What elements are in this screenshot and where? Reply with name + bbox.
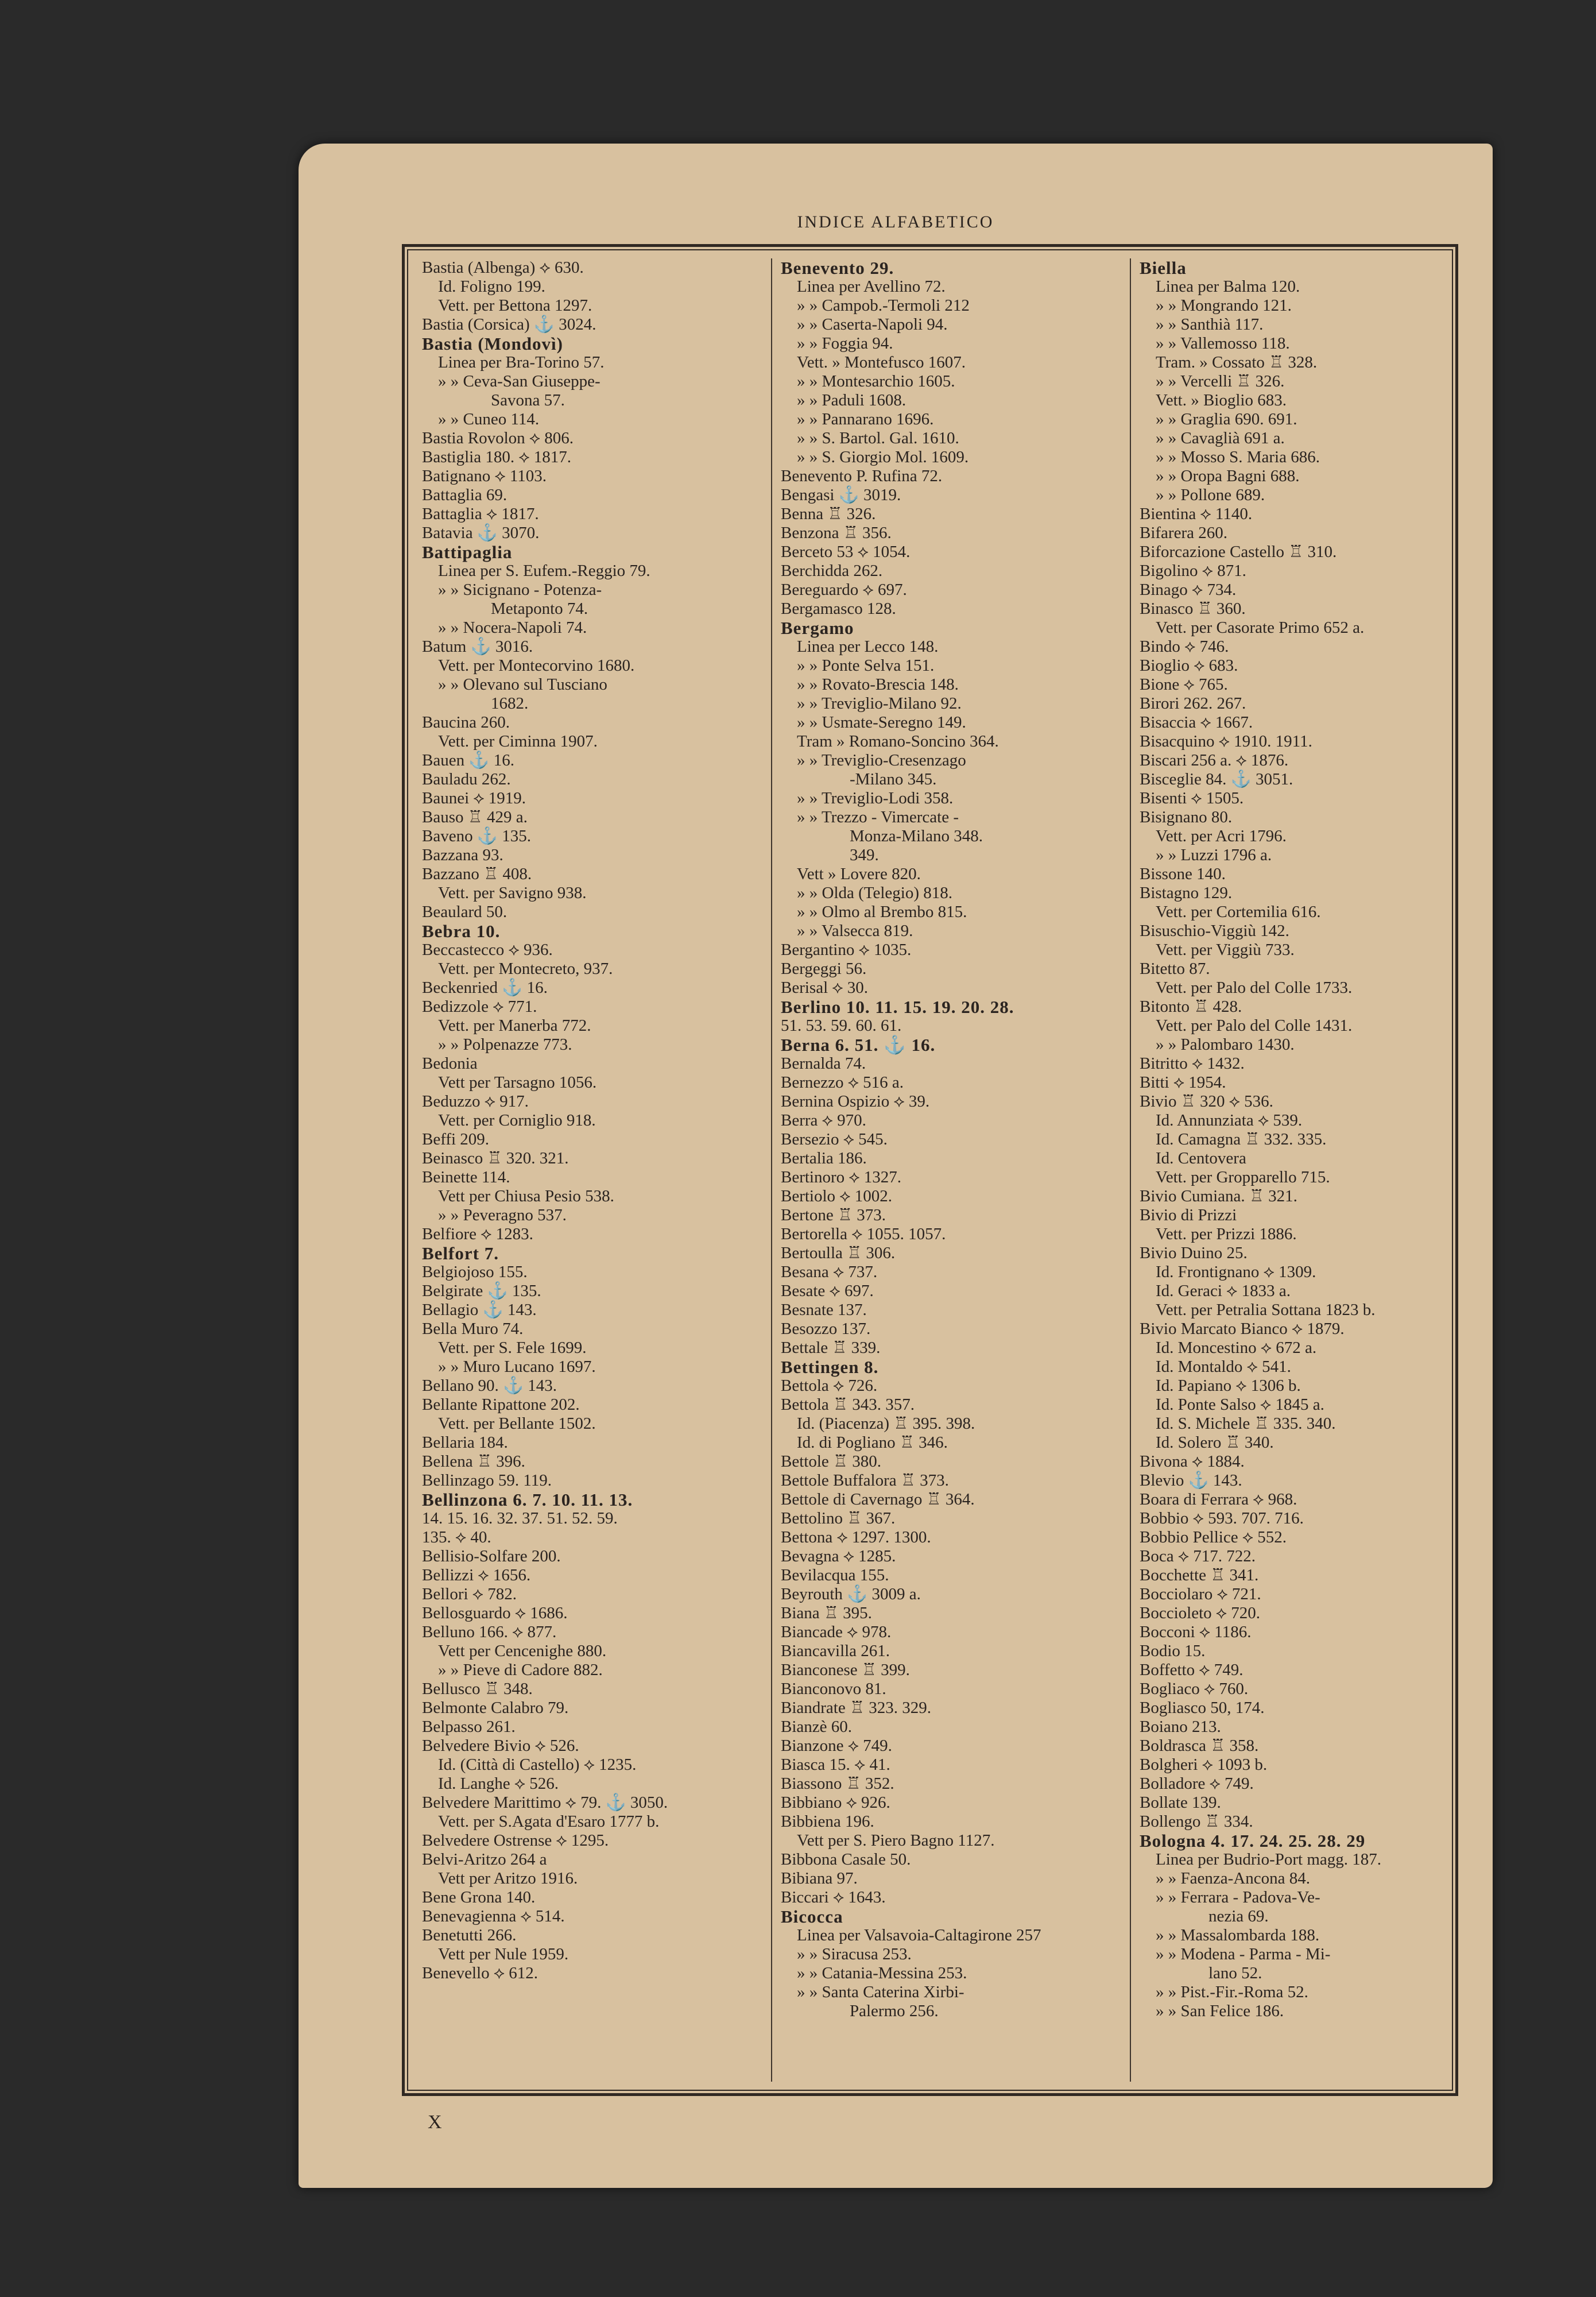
index-entry: Linea per S. Eufem.-Reggio 79.: [438, 562, 650, 580]
index-entry: Baunei ⟡ 1919.: [422, 789, 526, 807]
index-entry: Vett. per Petralia Sottana 1823 b.: [1156, 1301, 1376, 1319]
index-entry: » » Nocera-Napoli 74.: [438, 618, 587, 637]
index-entry: » » Rovato-Brescia 148.: [797, 675, 959, 694]
index-entry: » » Peveragno 537.: [438, 1206, 567, 1224]
index-entry: Bogliaco ⟡ 760.: [1140, 1680, 1249, 1698]
index-entry: Bergeggi 56.: [781, 960, 867, 978]
index-entry: Bisuschio-Viggiù 142.: [1140, 922, 1289, 940]
index-entry: Bernina Ospizio ⟡ 39.: [781, 1092, 930, 1111]
index-entry: Linea per Valsavoia-Caltagirone 257: [797, 1926, 1041, 1944]
index-entry: Beduzzo ⟡ 917.: [422, 1092, 529, 1111]
index-page: [299, 144, 1493, 2188]
index-entry: Beinasco ♖ 320. 321.: [422, 1149, 569, 1167]
index-entry: Bettole di Cavernago ♖ 364.: [781, 1490, 975, 1509]
index-entry: Bodio 15.: [1140, 1642, 1206, 1660]
index-entry: Id. Montaldo ⟡ 541.: [1156, 1358, 1291, 1376]
index-entry: Birori 262. 267.: [1140, 694, 1246, 713]
index-entry: Belluno 166. ⟡ 877.: [422, 1623, 557, 1641]
index-entry: Bettale ♖ 339.: [781, 1339, 881, 1357]
index-entry: Bauladu 262.: [422, 770, 511, 788]
index-entry: Biscari 256 a. ⟡ 1876.: [1140, 751, 1289, 769]
index-entry: Batavia ⚓ 3070.: [422, 524, 540, 542]
column-divider: [1130, 258, 1131, 2082]
index-entry: Bettole ♖ 380.: [781, 1452, 882, 1471]
index-entry: Bientina ⟡ 1140.: [1140, 505, 1253, 523]
index-entry: » » Catania-Messina 253.: [797, 1964, 967, 1982]
index-entry: Boiano 213.: [1140, 1718, 1221, 1736]
index-entry: » » Montesarchio 1605.: [797, 372, 955, 390]
index-entry: -Milano 345.: [850, 770, 937, 788]
index-entry: Biccari ⟡ 1643.: [781, 1888, 886, 1907]
index-entry: » » Paduli 1608.: [797, 391, 907, 409]
index-entry: Bobbio Pellice ⟡ 552.: [1140, 1528, 1287, 1546]
index-entry: Biasca 15. ⟡ 41.: [781, 1755, 890, 1774]
index-entry: Vett. per Prizzi 1886.: [1156, 1225, 1297, 1243]
index-entry: Belgiojoso 155.: [422, 1263, 528, 1281]
index-entry: Bernalda 74.: [781, 1054, 866, 1073]
page-folio: X: [428, 2112, 442, 2133]
index-entry: Bibbiano ⟡ 926.: [781, 1793, 890, 1812]
index-entry: Bocchette ♖ 341.: [1140, 1566, 1259, 1584]
index-entry: » » Modena - Parma - Mi-: [1156, 1945, 1331, 1963]
index-entry: lano 52.: [1208, 1964, 1262, 1982]
index-entry: Vett. per Viggiù 733.: [1156, 941, 1295, 959]
index-entry: Benevagienna ⟡ 514.: [422, 1907, 565, 1925]
index-entry: » » Mongrando 121.: [1156, 296, 1292, 315]
index-entry: Beaulard 50.: [422, 903, 508, 921]
index-entry: » » Siracusa 253.: [797, 1945, 912, 1963]
index-entry: Beccastecco ⟡ 936.: [422, 941, 553, 959]
index-entry: Bollengo ♖ 334.: [1140, 1812, 1253, 1831]
index-heading: Bellinzona 6. 7. 10. 11. 13.: [422, 1490, 633, 1510]
index-entry: » » Oropa Bagni 688.: [1156, 467, 1300, 485]
index-entry: Tram » Romano-Soncino 364.: [797, 732, 999, 751]
index-entry: Bedonia: [422, 1054, 478, 1073]
index-entry: Bergamasco 128.: [781, 600, 896, 618]
index-entry: Bellusco ♖ 348.: [422, 1680, 533, 1698]
index-heading: Bettingen 8.: [781, 1357, 879, 1377]
index-entry: Bevilacqua 155.: [781, 1566, 889, 1584]
index-entry: Vett. per Acri 1796.: [1156, 827, 1287, 845]
index-entry: Bolladore ⟡ 749.: [1140, 1774, 1254, 1793]
index-entry: Benna ♖ 326.: [781, 505, 876, 523]
index-entry: Bocciolaro ⟡ 721.: [1140, 1585, 1261, 1603]
index-heading: Bicocca: [781, 1907, 843, 1927]
index-entry: Bergantino ⟡ 1035.: [781, 941, 912, 959]
index-entry: Beffi 209.: [422, 1130, 490, 1148]
index-entry: Bibiana 97.: [781, 1869, 858, 1888]
index-entry: Bellena ♖ 396.: [422, 1452, 525, 1471]
index-entry: » » Pollone 689.: [1156, 486, 1265, 504]
index-entry: Bella Muro 74.: [422, 1320, 524, 1338]
index-entry: Battaglia ⟡ 1817.: [422, 505, 539, 523]
index-entry: » » Olda (Telegio) 818.: [797, 884, 952, 902]
index-entry: Berisal ⟡ 30.: [781, 979, 869, 997]
index-entry: Vett per S. Piero Bagno 1127.: [797, 1831, 995, 1850]
index-entry: Batum ⚓ 3016.: [422, 637, 533, 656]
index-entry: Bobbio ⟡ 593. 707. 716.: [1140, 1509, 1304, 1528]
index-entry: Bastia Rovolon ⟡ 806.: [422, 429, 574, 447]
index-entry: Bollate 139.: [1140, 1793, 1221, 1812]
index-entry: Id. Foligno 199.: [438, 277, 545, 296]
index-column-3: [1140, 258, 1452, 2082]
index-entry: Id. Geraci ⟡ 1833 a.: [1156, 1282, 1291, 1300]
index-entry: Vett. per Palo del Colle 1431.: [1156, 1016, 1353, 1035]
index-entry: Vett. per Casorate Primo 652 a.: [1156, 618, 1365, 637]
index-entry: Bione ⟡ 765.: [1140, 675, 1228, 694]
index-frame: [402, 244, 1458, 2096]
index-entry: Baveno ⚓ 135.: [422, 827, 531, 845]
index-entry: Bellano 90. ⚓ 143.: [422, 1376, 557, 1395]
index-entry: Bioglio ⟡ 683.: [1140, 656, 1238, 675]
index-entry: Vett. per Manerba 772.: [438, 1016, 591, 1035]
index-entry: Bauen ⚓ 16.: [422, 751, 514, 769]
index-entry: Bazzana 93.: [422, 846, 503, 864]
index-entry: Biana ♖ 395.: [781, 1604, 872, 1622]
index-entry: Vett. per S.Agata d'Esaro 1777 b.: [438, 1812, 660, 1831]
index-entry: Id. S. Michele ♖ 335. 340.: [1156, 1414, 1336, 1433]
index-entry: Bianzè 60.: [781, 1718, 853, 1736]
index-entry: Boca ⟡ 717. 722.: [1140, 1547, 1256, 1565]
index-entry: Besozzo 137.: [781, 1320, 871, 1338]
index-entry: » » Cavaglià 691 a.: [1156, 429, 1285, 447]
index-entry: Bedizzole ⟡ 771.: [422, 997, 537, 1016]
index-entry: 349.: [850, 846, 879, 864]
index-entry: Bisignano 80.: [1140, 808, 1233, 826]
index-entry: Vett. » Montefusco 1607.: [797, 353, 966, 372]
index-entry: Id. Papiano ⟡ 1306 b.: [1156, 1376, 1301, 1395]
index-column-2: [781, 258, 1125, 2082]
index-entry: » » Cuneo 114.: [438, 410, 540, 428]
index-entry: » » Pist.-Fir.-Roma 52.: [1156, 1983, 1308, 2001]
index-entry: » » Santhià 117.: [1156, 315, 1264, 334]
index-entry: Bitti ⟡ 1954.: [1140, 1073, 1226, 1092]
index-entry: Id. Centovera: [1156, 1149, 1246, 1167]
index-entry: Bertoulla ♖ 306.: [781, 1244, 896, 1262]
index-entry: » » Vallemosso 118.: [1156, 334, 1290, 353]
index-heading: Battipaglia: [422, 542, 513, 562]
index-heading: Benevento 29.: [781, 258, 894, 278]
index-entry: Bisceglie 84. ⚓ 3051.: [1140, 770, 1293, 788]
index-entry: Benevello ⟡ 612.: [422, 1964, 538, 1982]
index-entry: Bisaccia ⟡ 1667.: [1140, 713, 1253, 732]
index-entry: » » S. Giorgio Mol. 1609.: [797, 448, 969, 466]
index-entry: Bolgheri ⟡ 1093 b.: [1140, 1755, 1268, 1774]
index-entry: Bellagio ⚓ 143.: [422, 1301, 537, 1319]
index-entry: » » Ponte Selva 151.: [797, 656, 935, 675]
index-entry: Belvedere Bivio ⟡ 526.: [422, 1737, 579, 1755]
index-entry: Bivio Duino 25.: [1140, 1244, 1248, 1262]
index-entry: Id. Annunziata ⟡ 539.: [1156, 1111, 1303, 1130]
index-entry: Battaglia 69.: [422, 486, 508, 504]
index-heading: Berlino 10. 11. 15. 19. 20. 28.: [781, 997, 1014, 1017]
index-entry: 51. 53. 59. 60. 61.: [781, 1016, 902, 1035]
index-entry: Vett. per Ciminna 1907.: [438, 732, 598, 751]
index-entry: » » Sicignano - Potenza-: [438, 581, 602, 599]
index-entry: Bistagno 129.: [1140, 884, 1233, 902]
index-entry: Belpasso 261.: [422, 1718, 516, 1736]
index-entry: Vett per Cencenighe 880.: [438, 1642, 607, 1660]
index-entry: » » Olmo al Brembo 815.: [797, 903, 967, 921]
index-entry: Tram. » Cossato ♖ 328.: [1156, 353, 1318, 372]
index-entry: Vett. per Montecreto, 937.: [438, 960, 613, 978]
index-entry: Vett. » Bioglio 683.: [1156, 391, 1287, 409]
index-entry: Blevio ⚓ 143.: [1140, 1471, 1242, 1490]
index-entry: » » Luzzi 1796 a.: [1156, 846, 1272, 864]
index-entry: nezia 69.: [1208, 1907, 1269, 1925]
index-entry: Binago ⟡ 734.: [1140, 581, 1237, 599]
index-entry: Vett. per S. Fele 1699.: [438, 1339, 587, 1357]
index-entry: Bettolino ♖ 367.: [781, 1509, 896, 1528]
index-entry: Bivio ♖ 320 ⟡ 536.: [1140, 1092, 1273, 1111]
index-entry: Linea per Lecco 148.: [797, 637, 939, 656]
index-entry: Bevagna ⟡ 1285.: [781, 1547, 896, 1565]
index-entry: Id. Solero ♖ 340.: [1156, 1433, 1274, 1452]
index-entry: Bellinzago 59. 119.: [422, 1471, 552, 1490]
index-entry: » » Campob.-Termoli 212: [797, 296, 970, 315]
index-entry: Linea per Balma 120.: [1156, 277, 1300, 296]
index-entry: Vett per Nule 1959.: [438, 1945, 569, 1963]
index-entry: Biancavilla 261.: [781, 1642, 890, 1660]
index-entry: Bigolino ⟡ 871.: [1140, 562, 1246, 580]
index-entry: Bettola ♖ 343. 357.: [781, 1395, 915, 1414]
index-entry: Bene Grona 140.: [422, 1888, 536, 1907]
index-column-1: [422, 258, 761, 2082]
index-entry: Bitetto 87.: [1140, 960, 1210, 978]
index-entry: » » Massalombarda 188.: [1156, 1926, 1320, 1944]
index-entry: Bisacquino ⟡ 1910. 1911.: [1140, 732, 1312, 751]
index-entry: Id. (Città di Castello) ⟡ 1235.: [438, 1755, 637, 1774]
index-entry: » » Polpenazze 773.: [438, 1035, 572, 1054]
index-entry: Id. Frontignano ⟡ 1309.: [1156, 1263, 1316, 1281]
index-entry: Bivio Marcato Bianco ⟡ 1879.: [1140, 1320, 1345, 1338]
index-entry: Bertiolo ⟡ 1002.: [781, 1187, 892, 1205]
index-heading: Bebra 10.: [422, 921, 501, 941]
index-entry: Bertorella ⟡ 1055. 1057.: [781, 1225, 946, 1243]
index-entry: Vett. per Gropparello 715.: [1156, 1168, 1330, 1186]
index-entry: Monza-Milano 348.: [850, 827, 983, 845]
index-entry: » » Trezzo - Vimercate -: [797, 808, 959, 826]
index-entry: Bissone 140.: [1140, 865, 1226, 883]
index-entry: Baucina 260.: [422, 713, 510, 732]
index-entry: » » Mosso S. Maria 686.: [1156, 448, 1320, 466]
index-entry: Linea per Avellino 72.: [797, 277, 946, 296]
index-entry: Vett. per Cortemilia 616.: [1156, 903, 1321, 921]
index-entry: Linea per Bra-Torino 57.: [438, 353, 605, 372]
index-entry: Biancade ⟡ 978.: [781, 1623, 892, 1641]
index-entry: » » Palombaro 1430.: [1156, 1035, 1295, 1054]
index-entry: Boffetto ⟡ 749.: [1140, 1661, 1244, 1679]
index-heading: Bergamo: [781, 618, 854, 638]
index-entry: Bocconi ⟡ 1186.: [1140, 1623, 1252, 1641]
index-entry: Bersezio ⟡ 545.: [781, 1130, 888, 1148]
index-entry: Bertalia 186.: [781, 1149, 867, 1167]
index-entry: » » Muro Lucano 1697.: [438, 1358, 596, 1376]
index-entry: Belgirate ⚓ 135.: [422, 1282, 541, 1300]
index-entry: Bivona ⟡ 1884.: [1140, 1452, 1245, 1471]
index-entry: Id. Moncestino ⟡ 672 a.: [1156, 1339, 1317, 1357]
index-entry: Bellaria 184.: [422, 1433, 508, 1452]
index-heading: Belfort 7.: [422, 1243, 499, 1263]
index-entry: Linea per Budrio-Port magg. 187.: [1156, 1850, 1382, 1869]
index-entry: Bellori ⟡ 782.: [422, 1585, 517, 1603]
index-entry: » » Usmate-Seregno 149.: [797, 713, 966, 732]
index-entry: Besate ⟡ 697.: [781, 1282, 874, 1300]
index-entry: » » S. Bartol. Gal. 1610.: [797, 429, 959, 447]
index-entry: Bastia (Albenga) ⟡ 630.: [422, 258, 584, 277]
index-entry: Bertinoro ⟡ 1327.: [781, 1168, 902, 1186]
column-divider: [771, 258, 772, 2082]
index-entry: Berceto 53 ⟡ 1054.: [781, 543, 911, 561]
index-entry: Bettole Buffalora ♖ 373.: [781, 1471, 949, 1490]
index-entry: » » Treviglio-Cresenzago: [797, 751, 966, 769]
index-entry: Belfiore ⟡ 1283.: [422, 1225, 533, 1243]
index-entry: Bereguardo ⟡ 697.: [781, 581, 907, 599]
index-entry: Bettona ⟡ 1297. 1300.: [781, 1528, 931, 1546]
index-entry: Palermo 256.: [850, 2002, 939, 2020]
index-entry: Bertone ♖ 373.: [781, 1206, 886, 1224]
index-entry: Belmonte Calabro 79.: [422, 1699, 569, 1717]
index-entry: » » Treviglio-Lodi 358.: [797, 789, 954, 807]
index-entry: » » Ceva-San Giuseppe-: [438, 372, 601, 390]
index-entry: Vett. per Bettona 1297.: [438, 296, 592, 315]
index-entry: Bauso ♖ 429 a.: [422, 808, 528, 826]
index-entry: Beyrouth ⚓ 3009 a.: [781, 1585, 921, 1603]
index-entry: Bettola ⟡ 726.: [781, 1376, 878, 1395]
index-entry: Id. Camagna ♖ 332. 335.: [1156, 1130, 1327, 1148]
index-entry: » » San Felice 186.: [1156, 2002, 1284, 2020]
index-heading: Berna 6. 51. ⚓ 16.: [781, 1035, 936, 1055]
index-entry: Bengasi ⚓ 3019.: [781, 486, 901, 504]
index-entry: Biforcazione Castello ♖ 310.: [1140, 543, 1337, 561]
index-entry: » » Pannarano 1696.: [797, 410, 934, 428]
index-entry: » » Treviglio-Milano 92.: [797, 694, 962, 713]
index-entry: » » Pieve di Cadore 882.: [438, 1661, 603, 1679]
index-entry: Metaponto 74.: [491, 600, 588, 618]
index-heading: Biella: [1140, 258, 1187, 278]
index-entry: Benevento P. Rufina 72.: [781, 467, 943, 485]
index-entry: Boara di Ferrara ⟡ 968.: [1140, 1490, 1297, 1509]
index-entry: Vett per Chiusa Pesio 538.: [438, 1187, 614, 1205]
index-entry: Beinette 114.: [422, 1168, 510, 1186]
index-entry: Bifarera 260.: [1140, 524, 1227, 542]
index-entry: » » Valsecca 819.: [797, 922, 913, 940]
index-entry: Boldrasca ♖ 358.: [1140, 1737, 1259, 1755]
index-entry: Bianzone ⟡ 749.: [781, 1737, 892, 1755]
index-entry: Bindo ⟡ 746.: [1140, 637, 1229, 656]
index-entry: Beckenried ⚓ 16.: [422, 979, 548, 997]
index-heading: Bologna 4. 17. 24. 25. 28. 29: [1140, 1831, 1366, 1851]
index-entry: » » Santa Caterina Xirbi-: [797, 1983, 964, 2001]
index-entry: Bastia (Corsica) ⚓ 3024.: [422, 315, 596, 334]
index-entry: 1682.: [491, 694, 529, 713]
index-entry: Bibbona Casale 50.: [781, 1850, 911, 1869]
index-entry: Bisenti ⟡ 1505.: [1140, 789, 1244, 807]
index-entry: Bitonto ♖ 428.: [1140, 997, 1242, 1016]
index-entry: Bastiglia 180. ⟡ 1817.: [422, 448, 572, 466]
index-entry: Berchidda 262.: [781, 562, 883, 580]
index-entry: » » Vercelli ♖ 326.: [1156, 372, 1285, 390]
index-entry: Belvi-Aritzo 264 a: [422, 1850, 547, 1869]
index-entry: Bellizzi ⟡ 1656.: [422, 1566, 531, 1584]
index-entry: 14. 15. 16. 32. 37. 51. 52. 59.: [422, 1509, 618, 1528]
index-entry: Batignano ⟡ 1103.: [422, 467, 547, 485]
index-heading: Bastia (Mondovì): [422, 334, 563, 354]
index-entry: Bazzano ♖ 408.: [422, 865, 532, 883]
index-entry: Belvedere Ostrense ⟡ 1295.: [422, 1831, 609, 1850]
index-entry: » » Olevano sul Tusciano: [438, 675, 607, 694]
index-entry: » » Caserta-Napoli 94.: [797, 315, 948, 334]
index-entry: Bianconovo 81.: [781, 1680, 886, 1698]
index-entry: Bibbiena 196.: [781, 1812, 874, 1831]
index-entry: Bivio di Prizzi: [1140, 1206, 1237, 1224]
index-entry: Bellante Ripattone 202.: [422, 1395, 580, 1414]
index-entry: Bogliasco 50, 174.: [1140, 1699, 1265, 1717]
index-entry: Vett. per Montecorvino 1680.: [438, 656, 635, 675]
index-entry: Bianconese ♖ 399.: [781, 1661, 910, 1679]
index-entry: » » Foggia 94.: [797, 334, 893, 353]
index-entry: » » Graglia 690. 691.: [1156, 410, 1297, 428]
index-entry: Bellosguardo ⟡ 1686.: [422, 1604, 568, 1622]
index-entry: Id. Ponte Salso ⟡ 1845 a.: [1156, 1395, 1324, 1414]
index-entry: Vett. per Bellante 1502.: [438, 1414, 596, 1433]
index-entry: Vett. per Palo del Colle 1733.: [1156, 979, 1353, 997]
index-entry: Bivio Cumiana. ♖ 321.: [1140, 1187, 1297, 1205]
index-entry: Id. Langhe ⟡ 526.: [438, 1774, 559, 1793]
index-entry: Id. di Pogliano ♖ 346.: [797, 1433, 948, 1452]
index-entry: Vett. per Corniglio 918.: [438, 1111, 596, 1130]
index-entry: Binasco ♖ 360.: [1140, 600, 1246, 618]
index-entry: Bellisio-Solfare 200.: [422, 1547, 561, 1565]
index-entry: Vett. per Savigno 938.: [438, 884, 587, 902]
index-entry: Id. (Piacenza) ♖ 395. 398.: [797, 1414, 975, 1433]
index-entry: Boccioleto ⟡ 720.: [1140, 1604, 1261, 1622]
page-title: INDICE ALFABETICO: [797, 212, 994, 231]
index-entry: Besana ⟡ 737.: [781, 1263, 878, 1281]
index-entry: Biassono ♖ 352.: [781, 1774, 894, 1793]
index-entry: Vett » Lovere 820.: [797, 865, 921, 883]
index-entry: Belvedere Marittimo ⟡ 79. ⚓ 3050.: [422, 1793, 668, 1812]
index-entry: Benetutti 266.: [422, 1926, 517, 1944]
index-entry: Savona 57.: [491, 391, 565, 409]
index-entry: Besnate 137.: [781, 1301, 867, 1319]
index-entry: » » Faenza-Ancona 84.: [1156, 1869, 1310, 1888]
index-entry: Vett per Tarsagno 1056.: [438, 1073, 597, 1092]
index-entry: Biandrate ♖ 323. 329.: [781, 1699, 931, 1717]
index-entry: Berra ⟡ 970.: [781, 1111, 866, 1130]
index-entry: Bernezzo ⟡ 516 a.: [781, 1073, 904, 1092]
index-entry: » » Ferrara - Padova-Ve-: [1156, 1888, 1320, 1907]
index-entry: Vett per Aritzo 1916.: [438, 1869, 578, 1888]
index-entry: Bitritto ⟡ 1432.: [1140, 1054, 1245, 1073]
index-entry: Benzona ♖ 356.: [781, 524, 892, 542]
index-entry: 135. ⟡ 40.: [422, 1528, 491, 1546]
